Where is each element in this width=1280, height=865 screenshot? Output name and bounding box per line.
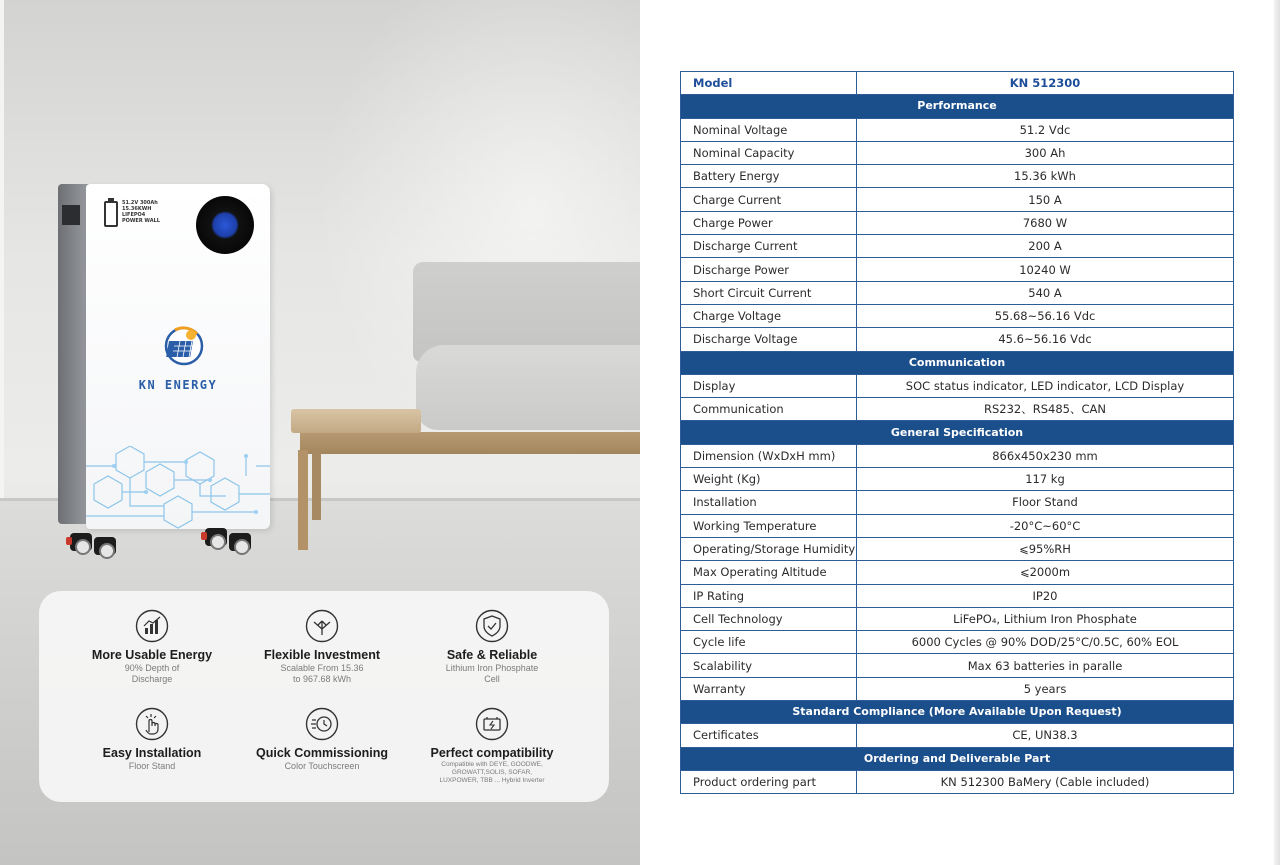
- features-card: [39, 591, 609, 802]
- spec-row: [681, 537, 1234, 560]
- spec-value: 6000 Cycles @ 90% DOD/25°C/0.5C, 60% EOL: [857, 631, 1234, 654]
- spec-row: [681, 118, 1234, 141]
- spec-value: 866x450x230 mm: [857, 444, 1234, 467]
- feature-more-usable-energy: [57, 609, 247, 685]
- spec-value: 7680 W: [857, 211, 1234, 234]
- feature-title: Flexible Investment: [263, 648, 380, 662]
- spec-value: SOC status indicator, LED indicator, LCD Display: [857, 374, 1234, 397]
- circuit-pattern: [86, 446, 270, 529]
- battery-sun-icon: [475, 707, 509, 741]
- spec-row: [681, 491, 1234, 514]
- spec-label: Communication: [681, 398, 857, 421]
- model-value: KN 512300: [857, 72, 1234, 95]
- feature-perfect-compatibility: [397, 707, 587, 785]
- spec-label: Operating/Storage Humidity: [681, 537, 857, 560]
- bench-top: [291, 409, 421, 433]
- spec-row: [681, 584, 1234, 607]
- bench-leg: [298, 450, 308, 550]
- feature-safe-reliable: [397, 609, 587, 685]
- spec-value: 150 A: [857, 188, 1234, 211]
- battery-spec-line: LIFEPO4: [122, 212, 146, 218]
- spec-value: CE, UN38.3: [857, 724, 1234, 747]
- spec-value: RS232、RS485、CAN: [857, 398, 1234, 421]
- section-header: [681, 95, 1234, 118]
- model-label: Model: [681, 72, 857, 95]
- section-header: [681, 351, 1234, 374]
- spec-row: [681, 304, 1234, 327]
- spec-row: [681, 607, 1234, 630]
- spec-value: LiFePO₄, Lithium Iron Phosphate: [857, 607, 1234, 630]
- feature-desc: Color Touchscreen: [284, 761, 360, 771]
- spec-row: [681, 444, 1234, 467]
- spec-label: Display: [681, 374, 857, 397]
- caster-wheel: [205, 528, 227, 546]
- spec-value: 15.36 kWh: [857, 165, 1234, 188]
- page-edge: [1274, 0, 1280, 865]
- spec-value: ⩽2000m: [857, 561, 1234, 584]
- spec-row: [681, 514, 1234, 537]
- spec-value: Floor Stand: [857, 491, 1234, 514]
- spec-label: Certificates: [681, 724, 857, 747]
- spec-label: Discharge Power: [681, 258, 857, 281]
- spec-row: [681, 141, 1234, 164]
- spec-label: Max Operating Altitude: [681, 561, 857, 584]
- spec-label: Working Temperature: [681, 514, 857, 537]
- spec-label: Short Circuit Current: [681, 281, 857, 304]
- spec-row: [681, 398, 1234, 421]
- battery-spec-label: [122, 200, 160, 224]
- spec-label: Warranty: [681, 677, 857, 700]
- spec-value: KN 512300 BaMery (Cable included): [857, 770, 1234, 793]
- section-title: Performance: [681, 95, 1234, 118]
- spec-value: 45.6~56.16 Vdc: [857, 328, 1234, 351]
- bench-leg: [312, 450, 321, 520]
- caster-wheel: [94, 537, 116, 555]
- spec-value: -20°C~60°C: [857, 514, 1234, 537]
- bench-rail: [300, 432, 640, 454]
- battery-front-panel: [86, 184, 270, 529]
- spec-label: Product ordering part: [681, 770, 857, 793]
- spec-row: [681, 677, 1234, 700]
- feature-title: Quick Commissioning: [256, 746, 388, 760]
- section-title: Standard Compliance (More Available Upon Request): [681, 701, 1234, 724]
- feature-desc: 90% Depth of Discharge: [124, 663, 180, 684]
- caster-wheel: [229, 533, 251, 551]
- spec-label: Dimension (WxDxH mm): [681, 444, 857, 467]
- spec-label: Weight (Kg): [681, 468, 857, 491]
- spec-label: Charge Current: [681, 188, 857, 211]
- caster-wheel: [70, 533, 92, 551]
- bar-chart-icon: [135, 609, 169, 643]
- battery-vent: [62, 205, 80, 225]
- feature-title: More Usable Energy: [91, 648, 213, 662]
- spec-row: [681, 631, 1234, 654]
- spec-row: [681, 654, 1234, 677]
- shield-check-icon: [475, 609, 509, 643]
- battery-icon: [104, 201, 118, 227]
- spec-row: [681, 281, 1234, 304]
- feature-title: Perfect compatibility: [430, 746, 554, 760]
- feature-title: Easy Installation: [102, 746, 202, 760]
- spec-row: [681, 561, 1234, 584]
- spec-label: Nominal Capacity: [681, 141, 857, 164]
- spec-row: [681, 468, 1234, 491]
- spec-row: [681, 211, 1234, 234]
- feature-desc: Lithium Iron Phosphate Cell: [445, 663, 539, 684]
- feature-desc: Floor Stand: [128, 761, 176, 771]
- section-title: Communication: [681, 351, 1234, 374]
- battery-spec-line: 15.36KWH: [122, 206, 152, 212]
- spec-row: [681, 724, 1234, 747]
- spec-label: Installation: [681, 491, 857, 514]
- model-row: [681, 72, 1234, 95]
- battery-spec-line: POWER WALL: [122, 218, 160, 224]
- feature-easy-installation: [57, 707, 247, 772]
- spec-value: 55.68~56.16 Vdc: [857, 304, 1234, 327]
- spec-value: IP20: [857, 584, 1234, 607]
- section-header: [681, 747, 1234, 770]
- feature-quick-commissioning: [227, 707, 417, 772]
- battery-spec-line: 51.2V 300Ah: [122, 200, 158, 206]
- section-header: [681, 701, 1234, 724]
- spec-label: Discharge Voltage: [681, 328, 857, 351]
- spec-value: 540 A: [857, 281, 1234, 304]
- spec-value: 200 A: [857, 235, 1234, 258]
- spec-row: [681, 188, 1234, 211]
- spec-row: [681, 328, 1234, 351]
- spec-label: Charge Power: [681, 211, 857, 234]
- timer-icon: [305, 707, 339, 741]
- spec-row: [681, 165, 1234, 188]
- feature-desc: Compatible with DEYE, GOODWE, GROWATT,SOLIS, SOFAR, LUXPOWER, TBB ... Hybrid Inverter: [439, 761, 545, 784]
- solar-logo-icon: [163, 324, 205, 366]
- feature-desc: Scalable From 15.36 to 967.68 kWh: [280, 663, 364, 684]
- hand-click-icon: [135, 707, 169, 741]
- feature-title: Safe & Reliable: [446, 648, 538, 662]
- spec-label: Scalability: [681, 654, 857, 677]
- battery-brand-name: KN ENERGY: [138, 378, 218, 392]
- spec-label: Cycle life: [681, 631, 857, 654]
- spec-value: Max 63 batteries in paralle: [857, 654, 1234, 677]
- spec-label: Discharge Current: [681, 235, 857, 258]
- spec-row: [681, 258, 1234, 281]
- section-title: General Specification: [681, 421, 1234, 444]
- spec-row: [681, 374, 1234, 397]
- spec-label: Cell Technology: [681, 607, 857, 630]
- sofa-seat: [416, 345, 640, 430]
- spec-label: Charge Voltage: [681, 304, 857, 327]
- spec-value: ⩽95%RH: [857, 537, 1234, 560]
- arrows-expand-icon: [305, 609, 339, 643]
- spec-value: 5 years: [857, 677, 1234, 700]
- spec-value: 10240 W: [857, 258, 1234, 281]
- spec-label: Battery Energy: [681, 165, 857, 188]
- spec-table: [680, 71, 1234, 794]
- spec-value: 51.2 Vdc: [857, 118, 1234, 141]
- spec-value: 300 Ah: [857, 141, 1234, 164]
- spec-value: 117 kg: [857, 468, 1234, 491]
- spec-sheet: [640, 0, 1280, 865]
- feature-flexible-investment: [227, 609, 417, 685]
- spec-row: [681, 235, 1234, 258]
- spec-row: [681, 770, 1234, 793]
- spec-label: Nominal Voltage: [681, 118, 857, 141]
- spec-label: IP Rating: [681, 584, 857, 607]
- battery-display: [196, 196, 254, 254]
- section-title: Ordering and Deliverable Part: [681, 747, 1234, 770]
- section-header: [681, 421, 1234, 444]
